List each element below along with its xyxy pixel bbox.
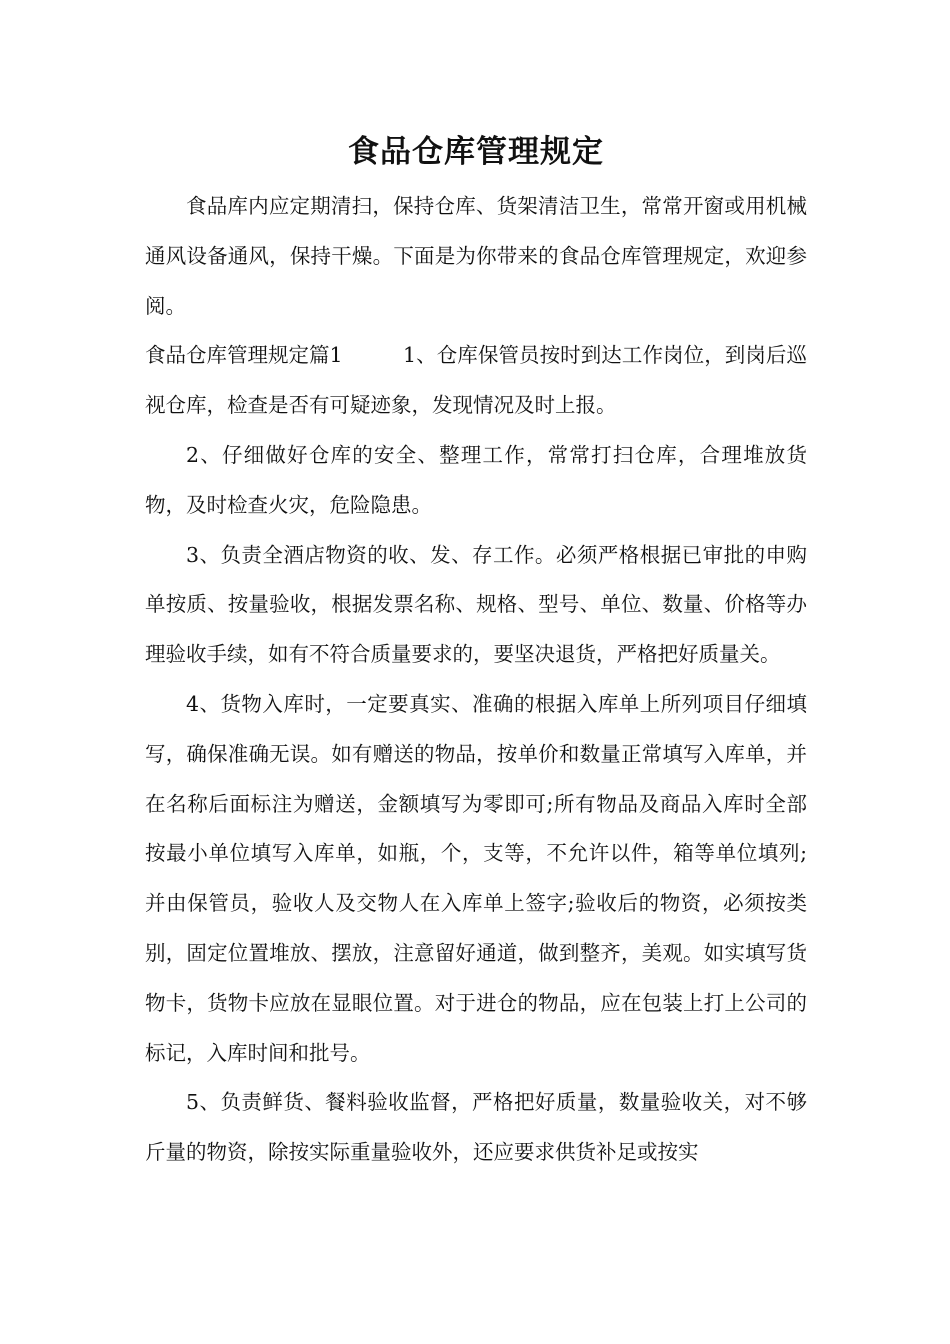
intro-paragraph: 食品库内应定期清扫，保持仓库、货架清洁卫生，常常开窗或用机械通风设备通风，保持干燥。下面是为你带来的食品仓库管理规定，欢迎参阅。 <box>145 194 807 318</box>
item-4-paragraph: 4、货物入库时，一定要真实、准确的根据入库单上所列项目仔细填写，确保准确无误。如有赠送的物品，按单价和数量正常填写入库单，并在名称后面标注为赠送，金额填写为零即可;所有物品及商品入库时全部按最小单位填写入库单，如瓶，个，支等，不允许以件，箱等单位填列;并由保管员，验收人及交物人在入库单上签字;验收后的物资，必须按类别，固定位置堆放、摆放，注意留好通道，做到整齐，美观。如实填写货物卡，货物卡应放在显眼位置。对于进仓的物品，应在包装上打上公司的标记，入库时间和批号。 <box>145 691 807 1065</box>
item-5-paragraph: 5、负责鲜货、餐料验收监督，严格把好质量，数量验收关，对不够斤量的物资，除按实际重量验收外，还应要求供货补足或按实 <box>145 1090 807 1165</box>
item-1-text: 1、仓库保管员按时到达工作岗位，到岗后巡视仓库，检查是否有可疑迹象，发现情况及时上报。 <box>145 343 807 418</box>
item-3-paragraph: 3、负责全酒店物资的收、发、存工作。必须严格根据已审批的申购单按质、按量验收，根据发票名称、规格、型号、单位、数量、价格等办理验收手续，如有不符合质量要求的，要坚决退货，严格把好质量关。 <box>145 542 807 667</box>
section-heading: 食品仓库管理规定篇1 <box>145 343 343 368</box>
item-2-paragraph: 2、仔细做好仓库的安全、整理工作，常常打扫仓库，合理堆放货物，及时检查火灾，危险隐患。 <box>145 442 807 517</box>
document-page <box>145 128 807 1178</box>
item-1-paragraph <box>145 331 807 431</box>
document-title: 食品仓库管理规定 <box>348 134 604 170</box>
